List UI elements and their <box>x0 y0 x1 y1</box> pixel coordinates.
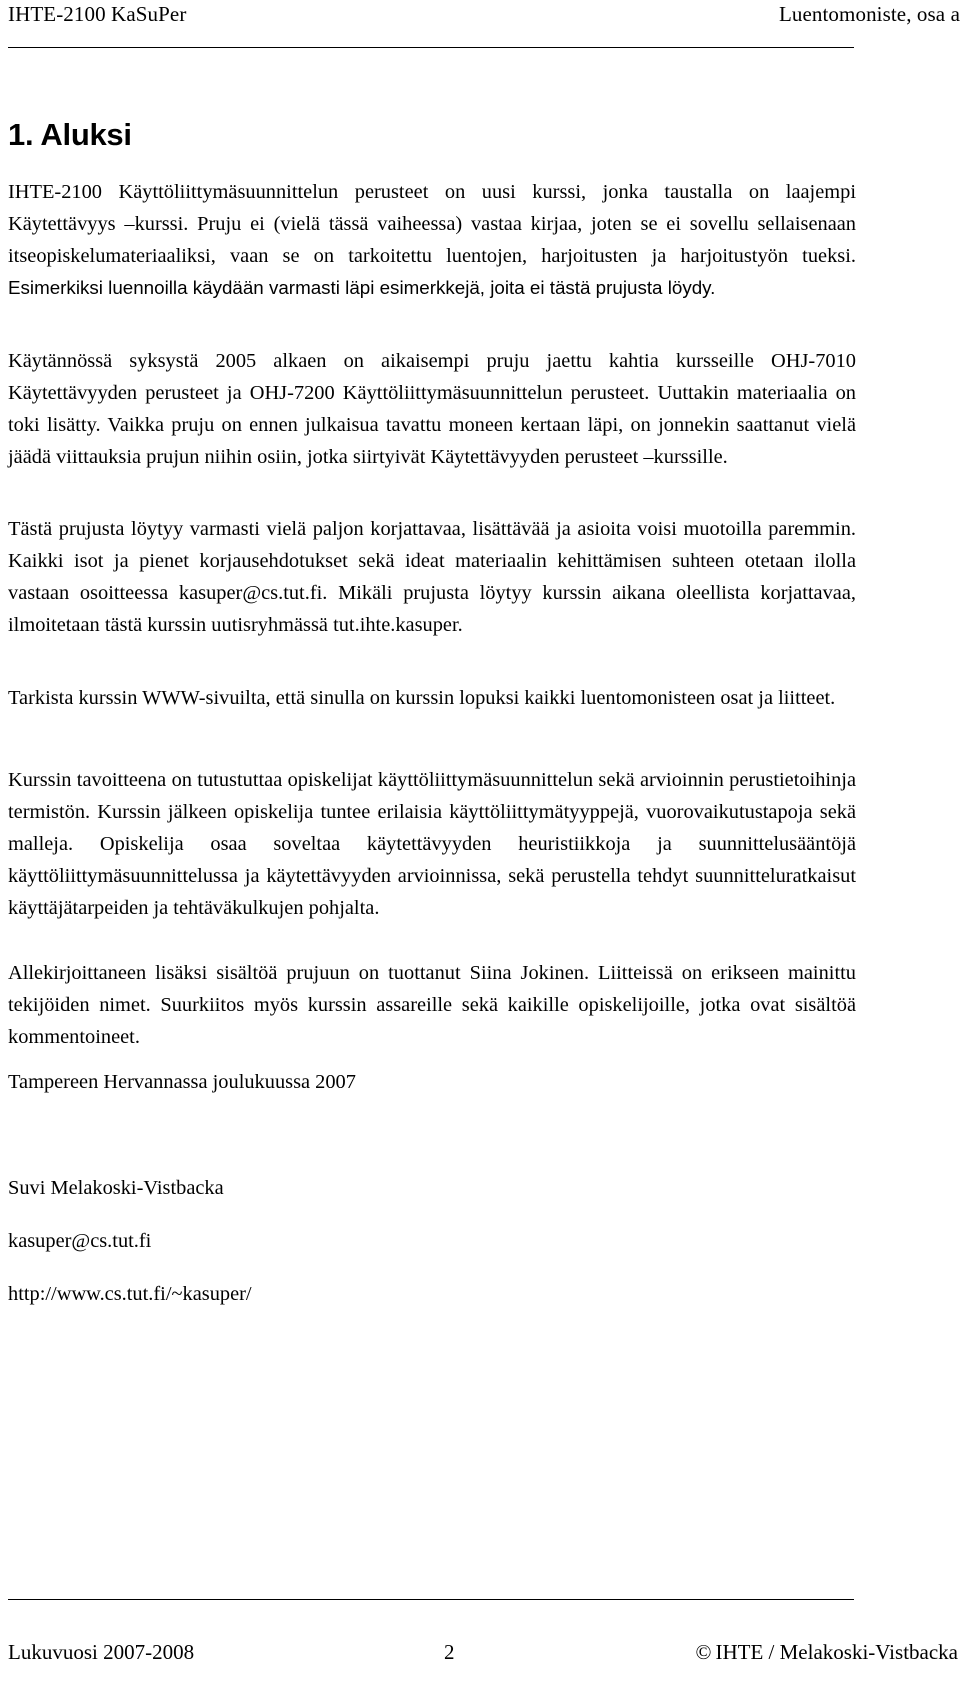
copyright-icon: © <box>695 1640 712 1664</box>
page-number: 2 <box>444 1640 455 1664</box>
footer-copyright <box>696 1640 958 1665</box>
course-url: http://www.cs.tut.fi/~kasuper/ <box>8 1283 252 1305</box>
header-document-part: Luentomoniste, osa a <box>778 2 960 26</box>
header-rule <box>8 47 854 48</box>
paragraph-check-materials: Tarkista kurssin WWW-sivuilta, että sinulla on kurssin lopuksi kaikki luentomonisteen osat ja liitteet. <box>8 687 836 709</box>
paragraph-intro <box>8 176 856 304</box>
header-course: IHTE-2100 KaSuPer <box>8 2 187 26</box>
chapter-heading: 1. Aluksi <box>8 117 132 152</box>
author-email: kasuper@cs.tut.fi <box>8 1230 152 1252</box>
footer-author: IHTE / Melakoski-Vistbacka <box>715 1640 958 1664</box>
paragraph-feedback: Tästä prujusta löytyy varmasti vielä paljon korjattavaa, lisättävää ja asioita voisi muotoilla paremmin. Kaikki isot ja pienet korjausehdotukset sekä ideat materiaalin kehittämisen suhteen otetaan ilolla vastaan osoitteessa kasuper@cs.tut.fi. Mikäli prujusta löytyy kurssin aikana oleellista korjattavaa, ilmoitetaan tästä kurssin uutisryhmässä tut.ihte.kasuper. <box>8 518 856 636</box>
paragraph-course-goals: Kurssin tavoitteena on tutustuttaa opiskelijat käyttöliittymäsuunnittelun sekä arvioinnin perustietoihinja termistön. Kurssin jälkeen opiskelija tuntee erilaisia käyttöliittymätyyppejä, vuorovaikutustapoja sekä malleja. Opiskelija osaa soveltaa käytettävyyden heuristiikkoja ja suunnittelusääntöjä käyttöliittymäsuunnittelussa ja käytettävyyden arvioinnissa, sekä perustella tehdyt suunnitteluratkaisut käyttäjätarpeiden ja tehtäväkulkujen pohjalta. <box>8 769 856 919</box>
author-name: Suvi Melakoski-Vistbacka <box>8 1177 224 1199</box>
footer-academic-year: Lukuvuosi 2007-2008 <box>8 1640 195 1664</box>
running-footer <box>8 1640 960 1676</box>
running-header <box>8 2 960 32</box>
place-and-date: Tampereen Hervannassa joulukuussa 2007 <box>8 1071 356 1093</box>
paragraph-intro-note: Esimerkiksi luennoilla käydään varmasti läpi esimerkkejä, joita ei tästä prujusta löydy. <box>8 277 716 298</box>
footer-rule <box>8 1599 854 1600</box>
paragraph-history: Käytännössä syksystä 2005 alkaen on aikaisempi pruju jaettu kahtia kursseille OHJ-7010 Käytettävyyden perusteet ja OHJ-7200 Käyttöliittymäsuunnittelun perusteet. Uuttakin materiaalia on toki lisätty. Vaikka pruju on ennen julkaisua tavattu moneen kertaan läpi, on jonnekin saattanut vielä jäädä viittauksia prujun niihin osiin, jotka siirtyivät Käytettävyyden perusteet –kurssille. <box>8 350 856 468</box>
paragraph-intro-text: IHTE-2100 Käyttöliittymäsuunnittelun perusteet on uusi kurssi, jonka taustalla on laajempi Käytettävyys –kurssi. Pruju ei (vielä tässä vaiheessa) vastaa kirjaa, joten se ei sovellu sellaisenaan itseopiskelumateriaaliksi, vaan se on tarkoitettu luentojen, harjoitusten ja harjoitustyön tueksi. <box>8 181 856 267</box>
paragraph-acknowledgements: Allekirjoittaneen lisäksi sisältöä prujuun on tuottanut Siina Jokinen. Liitteissä on erikseen mainittu tekijöiden nimet. Suurkiitos myös kurssin assareille sekä kaikille opiskelijoille, jotka ovat sisältöä kommentoineet. <box>8 962 856 1048</box>
